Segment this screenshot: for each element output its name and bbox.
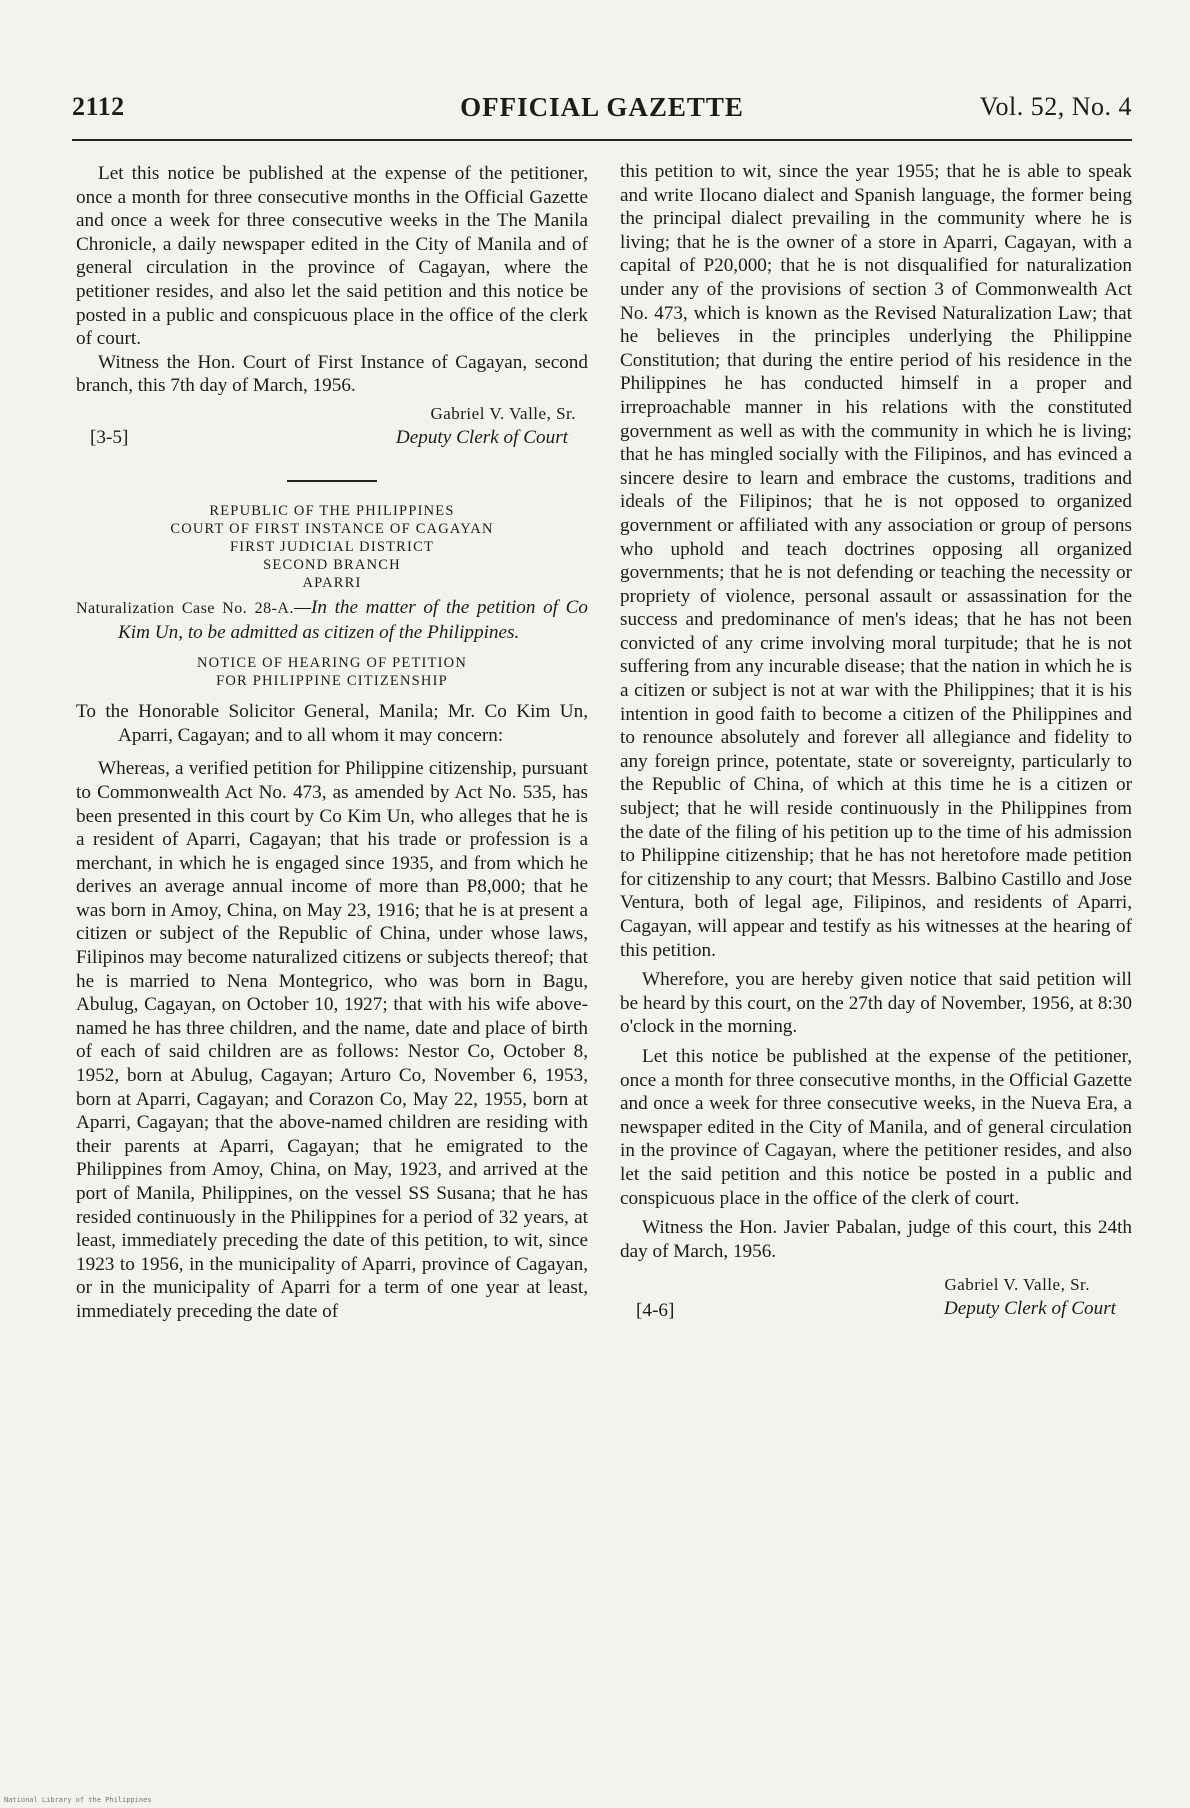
signature-block-2	[620, 1273, 1132, 1329]
signature-block	[76, 402, 588, 452]
signatory-name-2: Gabriel V. Valle, Sr.	[944, 1275, 1090, 1295]
header-rule	[72, 139, 1132, 141]
addressee-paragraph: To the Honorable Solicitor General, Manila; Mr. Co Kim Un, Aparri, Cagayan; and to all whom it may concern:	[76, 701, 588, 746]
court-heading-line: FIRST JUDICIAL DISTRICT	[229, 538, 435, 555]
witness-paragraph: Witness the Hon. Court of First Instance of Cagayan, second branch, this 7th day of March, 1956.	[76, 351, 588, 397]
notice-title	[76, 654, 588, 690]
left-column	[76, 162, 588, 1324]
case-caption	[76, 596, 588, 644]
right-column	[620, 160, 1132, 1329]
petition-continuation-paragraph: this petition to wit, since the year 1955; that he is able to speak and write Ilocano dialect and Spanish language, the former being the principal dialect prevailing in the community where he is living; that he is the owner of a store in Aparri, Cagayan, with a capital of P20,000; that he is not disqualified for naturalization under any of the provisions of section 3 of Commonwealth Act No. 473, which is known as the Revised Naturalization Law; that he believes in the principles underlying the Philippine Constitution; that during the entire period of his residence in the Philippines he has conducted himself in a proper and irreproachable manner in his relations with the constituted government as well as with the community in which he is living; that he has mingled socially with the Filipinos, and has evinced a sincere desire to learn and embrace the customs, traditions and ideals of the Filipinos; that he is not opposed to organized government or affiliated with any association or group of persons who uphold and teach doctrines opposing all organized governments; that he is not defending or teaching the necessity or propriety of violence, personal assault or assassination for the success and predominance of men's ideas; that he has not been convicted of any crime involving moral turpitude; that he is not suffering from any incurable disease; that the nation in which he is a citizen or subject is not at war with the Philippines; that it is his intention in good faith to become a citizen of the Philippines and to renounce absolutely and forever all allegiance and fidelity to any foreign prince, potentate, state or sovereignty, particularly to the Republic of China, of which at this time he is a citizen or subject; that he will reside continuously in the Philippines from the date of the filing of his petition up to the time of his admission to Philippine citizenship; that he has not heretofore made petition for citizenship to any court; that Messrs. Balbino Castillo and Jose Ventura, both of legal age, Filipinos, and residents of Aparri, Cagayan, will appear and testify as his witnesses at the hearing of this petition.	[620, 161, 1132, 961]
volume-label: Vol. 52, No. 4	[979, 92, 1132, 121]
witness-paragraph-2: Witness the Hon. Javier Pabalan, judge of this court, this 24th day of March, 1956.	[620, 1217, 1132, 1262]
page-number: 2112	[72, 92, 125, 121]
publication-code-2: [4-6]	[636, 1300, 675, 1322]
wherefore-paragraph: Wherefore, you are hereby given notice that said petition will be heard by this court, on the 27th day of November, 1956, at 8:30 o'clock in the morning.	[620, 969, 1132, 1038]
scan-footer-note: National Library of the Philippines	[4, 1796, 152, 1804]
whereas-paragraph: Whereas, a verified petition for Philippine citizenship, pursuant to Commonwealth Act No. 473, as amended by Act No. 535, has been presented in this court by Co Kim Un, who alleges that he is a resident of Aparri, Cagayan; that his trade or profession is a merchant, in which he is engaged since 1935, and from which he derives an average annual income of more than P8,000; that he was born in Amoy, China, on May 23, 1916; that he is at present a citizen or subject of the Republic of China, under whose laws, Filipinos may become naturalized citizens or subjects thereof; that he is married to Nena Montegrico, who was born in Bagu, Abulug, Cagayan, on October 10, 1927; that with his wife above-named he has three children, and the name, date and place of birth of each of said children are as follows: Nestor Co, October 8, 1952, born at Abulug, Cagayan; Arturo Co, November 6, 1953, born at Aparri, Cagayan; and Corazon Co, May 22, 1955, born at Aparri, Cagayan; that the above-named children are residing with their parents at Aparri, Cagayan; that he emigrated to the Philippines from Amoy, China, on May, 1923, and arrived at the port of Manila, Philippines, on the vessel SS Susana; that he has resided continuously in the Philippines for a period of 32 years, at least, immediately preceding the date of this petition, to wit, since 1923 to 1956, in the municipality of Aparri, province of Cagayan, or in the municipality of Aparri for a term of one year at least, immediately preceding the date of	[76, 758, 588, 1322]
signatory-title: Deputy Clerk of Court	[395, 426, 568, 448]
publication-code: [3-5]	[90, 426, 129, 448]
case-label: Naturalization Case No. 28-A.	[76, 599, 294, 617]
publication-order-paragraph: Let this notice be published at the expense of the petitioner, once a month for three consecutive months in the Official Gazette and once a week for three consecutive weeks in the The Manila Chronicle, a daily newspaper edited in the City of Manila and of general circulation in the province of Cagayan, where the petitioner resides, and also let the said petition and this notice be posted in a public and conspicuous place in the office of the clerk of court.	[76, 163, 588, 350]
page-header	[72, 92, 1132, 132]
notice-title-line: NOTICE OF HEARING OF PETITION	[196, 655, 467, 672]
publication-order-paragraph-2: Let this notice be published at the expense of the petitioner, once a month for three consecutive months, in the Official Gazette and once a week for three consecutive weeks, in the Nueva Era, a newspaper edited in the City of Manila, and of general circulation in the province of Cagayan, where the petitioner resides, and also let the said petition and this notice be posted in a public and conspicuous place in the office of the clerk of court.	[620, 1045, 1132, 1209]
signatory-title-2: Deputy Clerk of Court	[943, 1298, 1116, 1320]
court-heading-line: APARRI	[302, 574, 362, 591]
court-heading-line: REPUBLIC OF THE PHILIPPINES	[209, 502, 455, 519]
publication-title: OFFICIAL GAZETTE	[460, 92, 744, 122]
court-heading-line: SECOND BRANCH	[263, 556, 401, 573]
notice-title-line: FOR PHILIPPINE CITIZENSHIP	[216, 673, 448, 690]
case-description: —In the matter of the petition of Co Kim Un, to be admitted as citizen of the Philippines.	[118, 596, 588, 643]
signatory-name: Gabriel V. Valle, Sr.	[430, 403, 576, 423]
section-divider	[287, 480, 377, 482]
court-heading-line: COURT OF FIRST INSTANCE OF CAGAYAN	[170, 520, 494, 537]
court-heading	[76, 502, 588, 592]
